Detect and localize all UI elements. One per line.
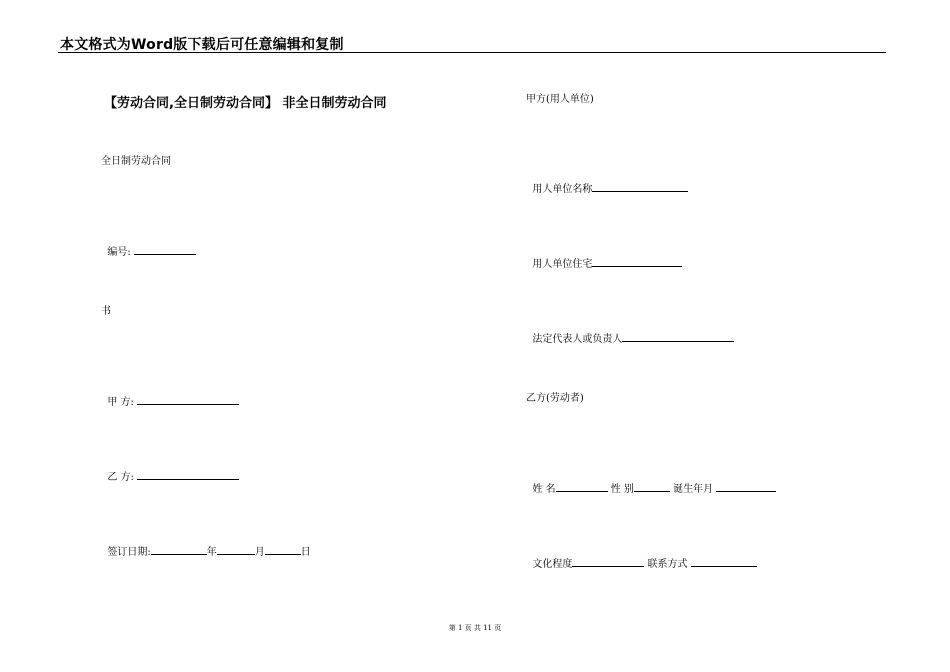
party-b-row — [101, 455, 239, 485]
birth-blank[interactable] — [716, 481, 776, 492]
name-blank[interactable] — [556, 481, 608, 492]
party-a-heading: 甲方(用人单位) — [526, 94, 594, 105]
month-label: 月 — [254, 547, 265, 558]
sign-year-blank[interactable] — [151, 544, 207, 555]
book-label: 书 — [101, 306, 111, 317]
legal-rep-row — [526, 317, 734, 347]
party-a-row — [101, 380, 239, 410]
contact-label: 联系方式 — [644, 559, 691, 570]
education-label: 文化程度 — [532, 559, 573, 570]
gender-label: 性 别 — [607, 484, 634, 495]
sign-day-blank[interactable] — [265, 544, 301, 555]
party-b-blank[interactable] — [137, 469, 239, 480]
contract-number-label: 编号: — [107, 247, 134, 258]
employer-name-blank[interactable] — [592, 181, 688, 192]
employer-address-blank[interactable] — [592, 256, 682, 267]
legal-rep-blank[interactable] — [622, 331, 734, 342]
personal-info-row — [526, 467, 776, 497]
birth-label: 诞生年月 — [669, 484, 717, 495]
party-a-blank[interactable] — [137, 394, 239, 405]
employer-address-row — [526, 242, 682, 272]
party-b-heading: 乙方(劳动者) — [526, 393, 584, 404]
header-divider — [58, 52, 886, 53]
contract-title: 【劳动合同,全日制劳动合同】 非全日制劳动合同 — [104, 96, 387, 111]
document-header-title: 本文格式为Word版下载后可任意编辑和复制 — [60, 37, 344, 53]
education-blank[interactable] — [572, 556, 644, 567]
employer-address-label: 用人单位住宅 — [532, 259, 593, 270]
contact-blank[interactable] — [691, 556, 757, 567]
employer-name-row — [526, 167, 688, 197]
employer-name-label: 用人单位名称 — [532, 184, 593, 195]
education-contact-row — [526, 542, 757, 572]
contract-name: 全日制劳动合同 — [101, 156, 171, 167]
contract-number-blank[interactable] — [134, 244, 196, 255]
legal-rep-label: 法定代表人或负责人 — [532, 334, 623, 345]
party-a-label: 甲 方: — [107, 397, 138, 408]
sign-month-blank[interactable] — [217, 544, 255, 555]
sign-date-label: 签订日期: — [107, 547, 151, 558]
contract-number-row — [101, 230, 196, 260]
day-label: 日 — [300, 547, 311, 558]
gender-blank[interactable] — [634, 481, 670, 492]
party-b-label: 乙 方: — [107, 472, 138, 483]
sign-date-row — [101, 530, 311, 560]
name-label: 姓 名 — [532, 484, 556, 495]
page-footer: 第 1 页 共 11 页 — [448, 624, 502, 632]
year-label: 年 — [206, 547, 217, 558]
